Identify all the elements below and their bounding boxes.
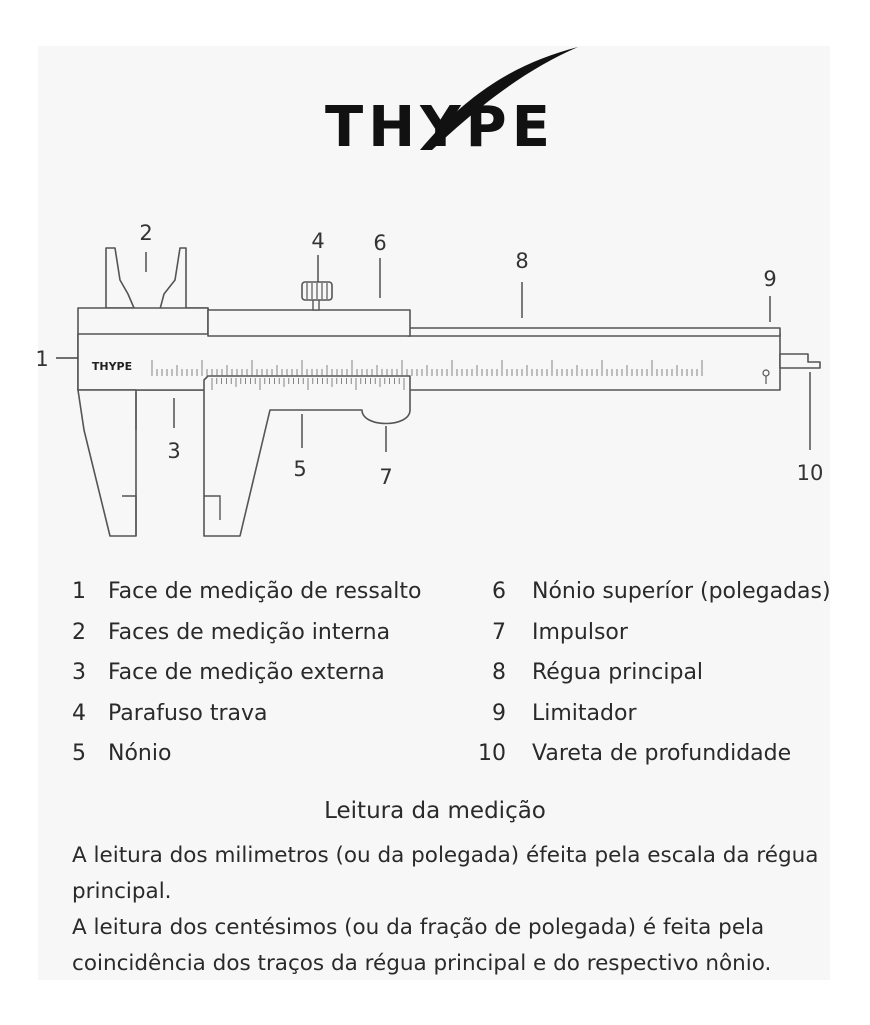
label-3: 3	[167, 439, 181, 463]
label-1: 1	[35, 347, 49, 371]
legend-item	[470, 572, 831, 613]
legend-text: Nónio	[108, 741, 172, 766]
reading-title: Leitura da medição	[324, 798, 546, 824]
legend-number: 1	[72, 579, 86, 604]
main-beam	[78, 334, 780, 390]
legend-number: 8	[492, 660, 506, 685]
legend-number: 7	[492, 619, 506, 645]
label-4: 4	[311, 229, 325, 253]
label-10: 10	[796, 461, 824, 485]
label-5: 5	[293, 457, 307, 481]
legend-item	[60, 572, 422, 613]
legend-text: Limitador	[532, 700, 637, 726]
legend-text: Régua principal	[532, 660, 704, 685]
label-2: 2	[139, 221, 153, 245]
label-7: 7	[379, 465, 393, 489]
depth-rod	[780, 354, 820, 368]
legend-item	[470, 613, 831, 654]
logo-text: THYPE	[325, 95, 555, 160]
legend-number: 5	[72, 741, 86, 766]
legend-number: 4	[72, 700, 86, 726]
legend-item	[60, 653, 422, 694]
label-9: 9	[763, 267, 777, 291]
slider-lower-body	[204, 376, 410, 536]
lock-screw	[302, 282, 332, 310]
legend-text: Parafuso trava	[108, 700, 268, 726]
legend-item	[470, 694, 831, 735]
label-8: 8	[515, 249, 529, 273]
legend-right	[470, 572, 831, 775]
legend-text: Vareta de profundidade	[532, 741, 792, 766]
reading-text	[72, 838, 832, 982]
legend-number: 6	[492, 579, 506, 604]
legend-item	[470, 653, 831, 694]
legend-number: 3	[72, 660, 86, 685]
legend-text: Impulsor	[532, 619, 628, 645]
scale-brand-mark: THYPE	[91, 360, 133, 373]
legend-left	[60, 572, 422, 775]
fixed-outer-jaw	[78, 390, 136, 536]
legend-text: Faces de medição interna	[108, 619, 391, 645]
fixed-inner-jaw	[106, 248, 134, 308]
legend-text: Face de medição externa	[108, 660, 385, 685]
legend-text: Nónio superíor (polegadas)	[532, 579, 831, 604]
legend-number: 10	[478, 741, 506, 766]
legend-number: 2	[72, 619, 86, 645]
upper-rail	[408, 328, 780, 336]
legend-item	[470, 734, 831, 775]
brand-logo	[325, 47, 578, 160]
label-6: 6	[373, 231, 387, 255]
reading-paragraph-1: A leitura dos milimetros (ou da polegada) éfeita pela escala da régua principal.	[72, 843, 819, 904]
legend-item	[60, 734, 422, 775]
upper-vernier	[208, 310, 410, 336]
legend-item	[60, 613, 422, 654]
legend-text: Face de medição de ressalto	[108, 579, 422, 604]
legend-number: 9	[492, 700, 506, 726]
legend-item	[60, 694, 422, 735]
reading-paragraph-2: A leitura dos centésimos (ou da fração de polegada) é feita pela coincidência dos traços da régua principal e do respectivo nônio.	[72, 915, 772, 976]
